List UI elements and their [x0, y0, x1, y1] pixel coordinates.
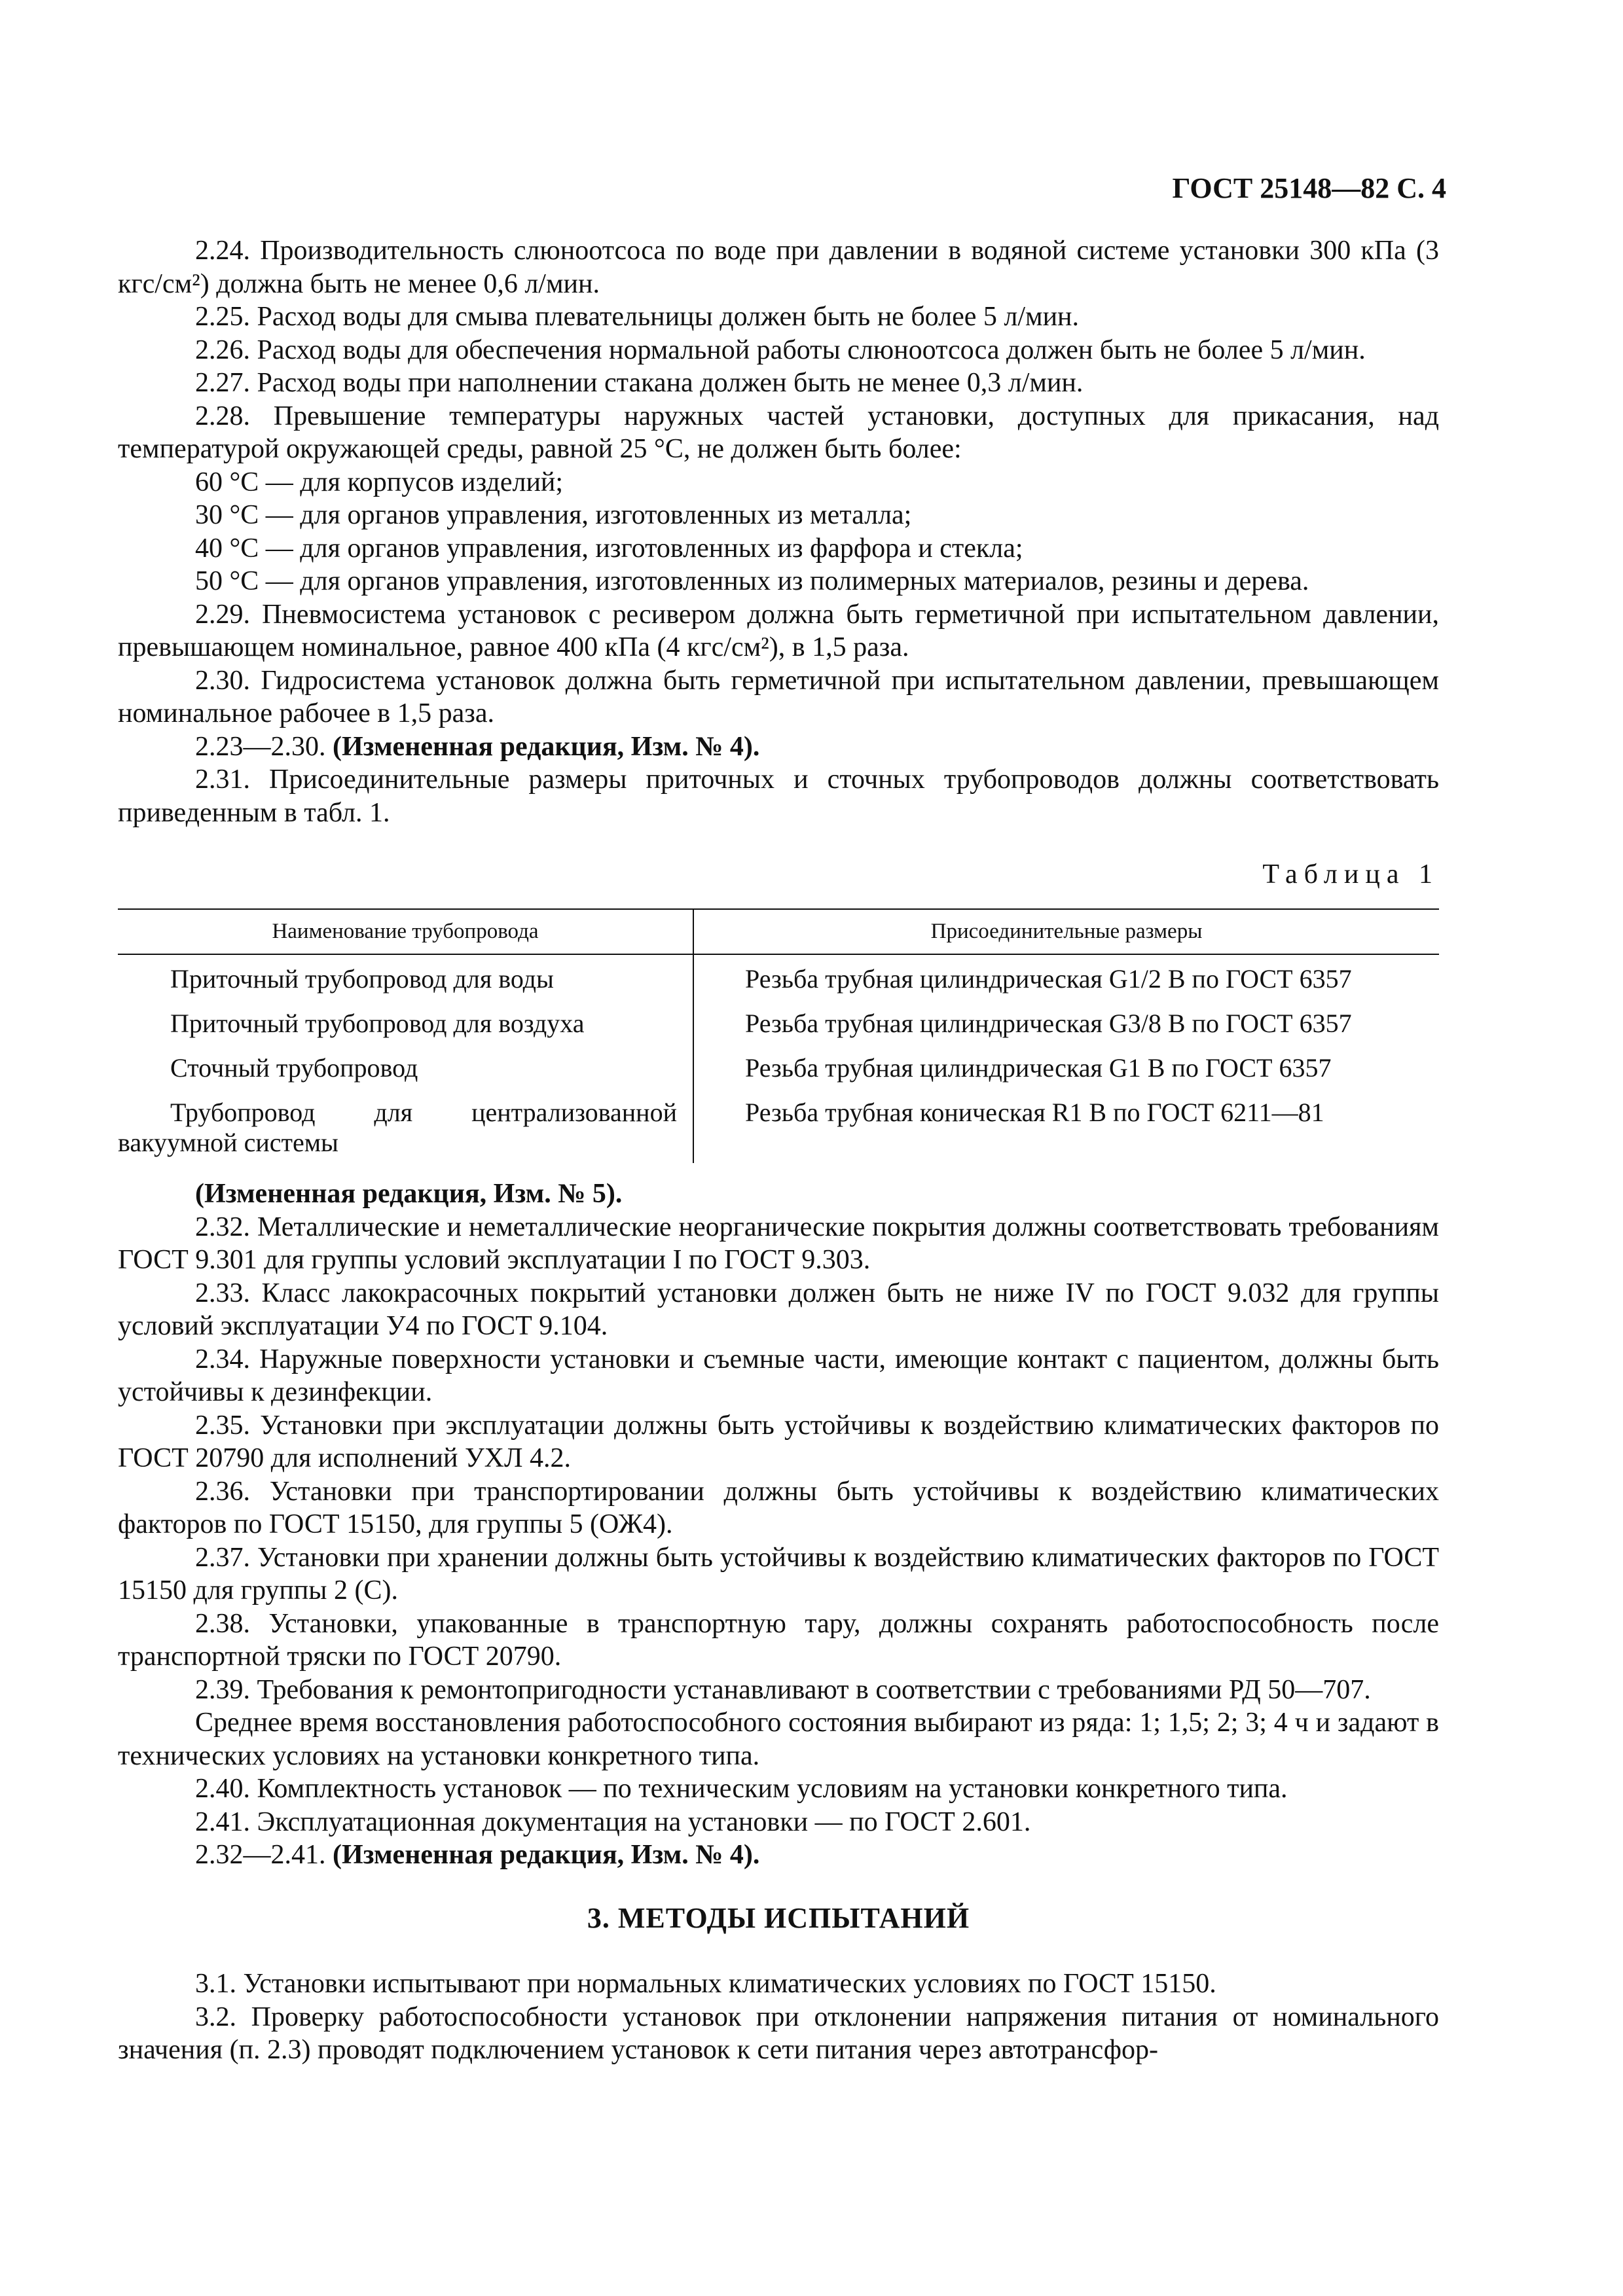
- clause-3-2: 3.2. Проверку работоспособности установок при отклонении напряжения питания от номинального значения (п. 2.3) проводят подключением установок к сети питания через автотрансфор-: [118, 2001, 1439, 2065]
- clause-2-40: 2.40. Комплектность установок — по техническим условиям на установки конкретного типа.: [195, 1774, 1288, 1804]
- clause-2-28: 2.28. Превышение температуры наружных частей установки, доступных для прикасания, над температурой окружающей среды, равной 25 °С, не должен быть более:: [118, 401, 1439, 464]
- table-row: [118, 999, 1439, 1044]
- pipe-name-cell: Сточный трубопровод: [170, 1053, 418, 1083]
- connection-size-cell: Резьба трубная коническая R1 В по ГОСТ 6211—81: [745, 1098, 1324, 1127]
- section-title: 3. МЕТОДЫ ИСПЫТАНИЙ: [587, 1901, 970, 1934]
- document-body: [118, 234, 1439, 2067]
- clause-2-27: 2.27. Расход воды при наполнении стакана должен быть не менее 0,3 л/мин.: [195, 368, 1084, 398]
- amendment-text: (Измененная редакция, Изм. № 4).: [333, 731, 760, 762]
- amendment-note: [118, 1177, 1439, 1211]
- connection-size-cell: Резьба трубная цилиндрическая G1 В по ГОСТ 6357: [745, 1053, 1332, 1083]
- pipe-connections-table: [118, 908, 1439, 1164]
- column-header: Наименование трубопровода: [118, 909, 693, 955]
- table-row: [118, 954, 1439, 999]
- amendment-text: (Измененная редакция, Изм. № 5).: [195, 1179, 623, 1209]
- temp-limit-item: 40 °С — для органов управления, изготовленных из фарфора и стекла;: [195, 533, 1023, 564]
- clause-2-24: 2.24. Производительность слюноотсоса по воде при давлении в водяной системе установки 300 кПа (3 кгс/см²) должна быть не менее 0,6 л/мин.: [118, 236, 1439, 299]
- amendment-text: (Измененная редакция, Изм. № 4).: [333, 1840, 760, 1870]
- table-caption: Таблица 1: [1262, 859, 1439, 889]
- column-header: Присоединительные размеры: [693, 909, 1439, 955]
- table-row: [118, 1088, 1439, 1163]
- amendment-note: [118, 1839, 1439, 1872]
- clause-2-35: 2.35. Установки при эксплуатации должны быть устойчивы к воздействию климатических факторов по ГОСТ 20790 для исполнений УХЛ 4.2.: [118, 1410, 1439, 1473]
- clause-2-26: 2.26. Расход воды для обеспечения нормальной работы слюноотсоса должен быть не более 5 л/мин.: [195, 334, 1366, 365]
- clause-2-41: 2.41. Эксплуатационная документация на установки — по ГОСТ 2.601.: [195, 1806, 1031, 1837]
- clause-2-39: 2.39. Требования к ремонтопригодности устанавливают в соответствии с требованиями РД 50—707.: [195, 1674, 1371, 1705]
- clause-2-36: 2.36. Установки при транспортировании должны быть устойчивы к воздействию климатических факторов по ГОСТ 15150, для группы 5 (ОЖ4).: [118, 1476, 1439, 1539]
- temp-limit-item: 50 °С — для органов управления, изготовленных из полимерных материалов, резины и дерева.: [195, 566, 1309, 596]
- clause-2-29: 2.29. Пневмосистема установок с ресивером должна быть герметичной при испытательном давлении, превышающем номинальное, равное 400 кПа (4 кгс/см²), в 1,5 раза.: [118, 599, 1439, 662]
- amendment-range: 2.23—2.30.: [195, 731, 326, 762]
- table-row: [118, 1044, 1439, 1088]
- page-header: ГОСТ 25148—82 С. 4: [1172, 172, 1446, 204]
- pipe-name-cell: Приточный трубопровод для воды: [170, 964, 554, 994]
- clause-2-37: 2.37. Установки при хранении должны быть устойчивы к воздействию климатических факторов по ГОСТ 15150 для группы 2 (С).: [118, 1542, 1439, 1605]
- pipe-name-cell: Трубопровод для централизованной вакуумной системы: [118, 1098, 677, 1157]
- clause-2-38: 2.38. Установки, упакованные в транспортную тару, должны сохранять работоспособность после транспортной тряски по ГОСТ 20790.: [118, 1608, 1439, 1672]
- temp-limit-item: 30 °С — для органов управления, изготовленных из металла;: [195, 500, 912, 530]
- clause-2-39-note: Среднее время восстановления работоспособного состояния выбирают из ряда: 1; 1,5; 2; 3; 4 ч и задают в технических условиях на установки конкретного типа.: [118, 1708, 1439, 1771]
- clause-2-32: 2.32. Металлические и неметаллические неорганические покрытия должны соответствовать требованиям ГОСТ 9.301 для группы условий эксплуатации I по ГОСТ 9.303.: [118, 1211, 1439, 1275]
- amendment-note: [118, 730, 1439, 764]
- clause-2-25: 2.25. Расход воды для смыва плевательницы должен быть не более 5 л/мин.: [195, 302, 1080, 332]
- amendment-range: 2.32—2.41.: [195, 1840, 326, 1870]
- clause-2-34: 2.34. Наружные поверхности установки и съемные части, имеющие контакт с пациентом, должны быть устойчивы к дезинфекции.: [118, 1344, 1439, 1407]
- temp-limit-item: 60 °С — для корпусов изделий;: [195, 467, 564, 497]
- clause-2-30: 2.30. Гидросистема установок должна быть герметичной при испытательном давлении, превышающем номинальное рабочее в 1,5 раза.: [118, 665, 1439, 728]
- clause-3-1: 3.1. Установки испытывают при нормальных климатических условиях по ГОСТ 15150.: [195, 1969, 1216, 1999]
- clause-2-33: 2.33. Класс лакокрасочных покрытий установки должен быть не ниже IV по ГОСТ 9.032 для группы условий эксплуатации У4 по ГОСТ 9.104.: [118, 1278, 1439, 1341]
- clause-2-31: 2.31. Присоединительные размеры приточных и сточных трубопроводов должны соответствовать приведенным в табл. 1.: [118, 764, 1439, 828]
- table-header-row: [118, 909, 1439, 955]
- pipe-name-cell: Приточный трубопровод для воздуха: [170, 1009, 585, 1038]
- connection-size-cell: Резьба трубная цилиндрическая G1/2 В по ГОСТ 6357: [745, 964, 1352, 994]
- connection-size-cell: Резьба трубная цилиндрическая G3/8 В по ГОСТ 6357: [745, 1009, 1352, 1038]
